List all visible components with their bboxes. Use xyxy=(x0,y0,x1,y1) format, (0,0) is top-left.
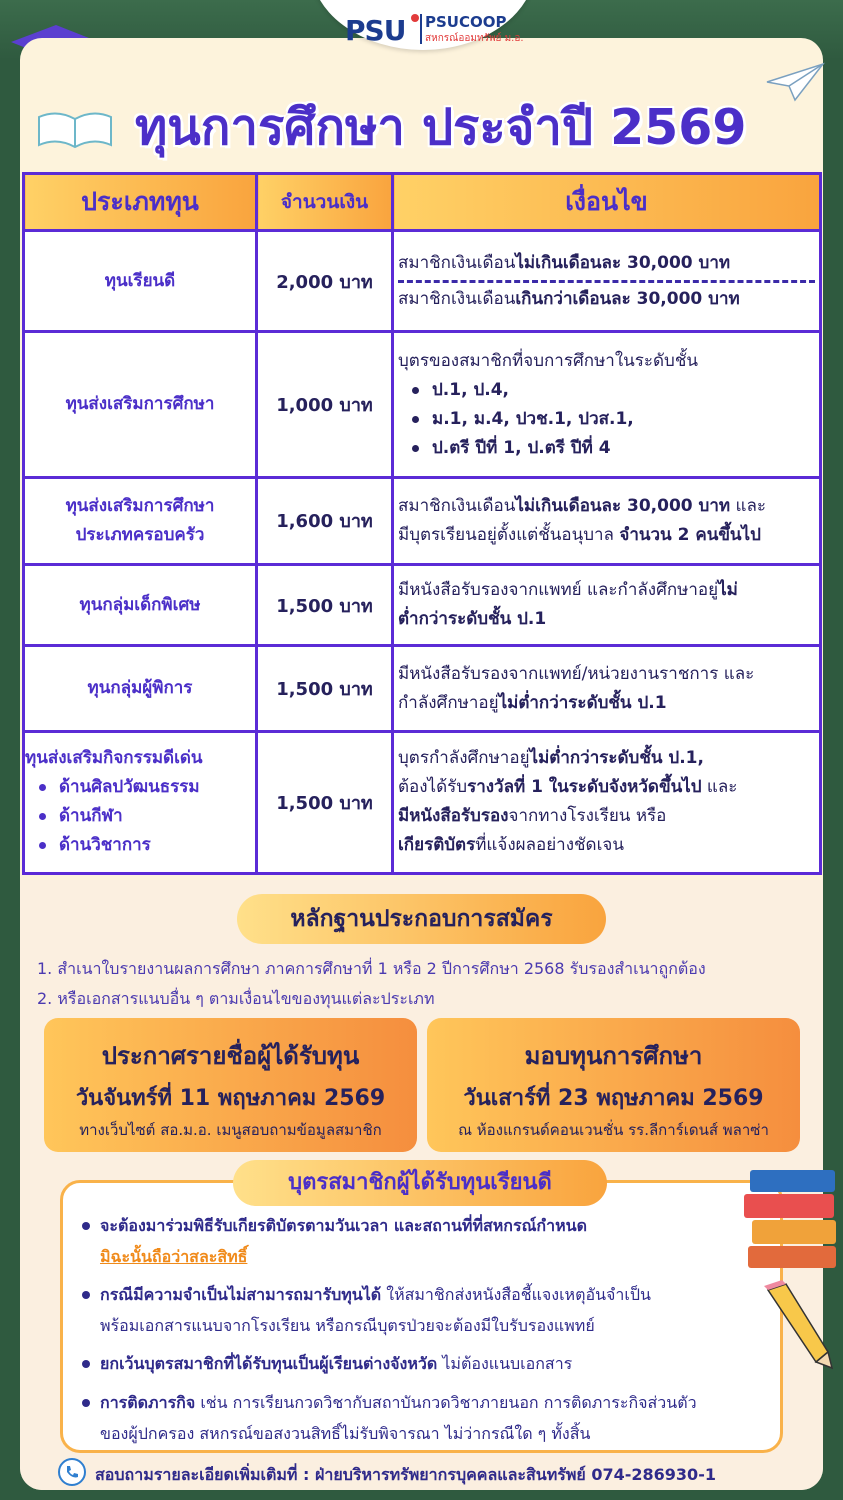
announcement-title: ประกาศรายชื่อผู้ได้รับทุน xyxy=(101,1042,360,1070)
scholarship-type: ทุนกลุ่มผู้พิการ xyxy=(24,646,257,731)
logo-divider xyxy=(420,14,422,44)
table-row xyxy=(24,646,821,731)
psucoop-logo-text: PSUCOOP xyxy=(425,13,507,31)
scholarship-type: ทุนส่งเสริมกิจกรรมดีเด่น ด้านศิลปวัฒนธรรม ด้านกีฬา ด้านวิชาการ xyxy=(24,731,257,873)
stacked-books-icon xyxy=(740,1160,840,1290)
scholarship-table xyxy=(22,172,822,875)
award-box xyxy=(427,1018,800,1152)
notice-item: จะต้องมาร่วมพิธีรับเกียรติบัตรตามวันเวลา และสถานที่ที่สหกรณ์กำหนด มิฉะนั้นถือว่าสละสิทธิ์ xyxy=(80,1210,770,1272)
notice-item: การติดภารกิจ เช่น การเรียนกวดวิชากับสถาบันกวดวิชาภายนอก การติดภาระกิจส่วนตัว ของผู้ปกครอง สหกรณ์ขอสงวนสิทธิ์ไม่รับพิจารณา ไม่ว่ากรณีใด ๆ ทั้งสิ้น xyxy=(80,1387,770,1449)
notice-item: กรณีมีความจำเป็นไม่สามารถมารับทุนได้ ให้สมาชิกส่งหนังสือชี้แจงเหตุอันจำเป็น พร้อมเอกสารแนบจากโรงเรียน หรือกรณีบุตรป่วยจะต้องมีใบรับรองแพทย์ xyxy=(80,1279,770,1341)
pencil-icon xyxy=(758,1280,838,1370)
contact-footer: สอบถามรายละเอียดเพิ่มเติมที่ : ฝ่ายบริหารทรัพยากรบุคคลและสินทรัพย์ 074-286930-1 xyxy=(95,1465,716,1484)
logo-dot xyxy=(411,14,419,22)
award-title: มอบทุนการศึกษา xyxy=(524,1042,703,1070)
award-date: วันเสาร์ที่ 23 พฤษภาคม 2569 xyxy=(463,1086,764,1111)
table-row xyxy=(24,477,821,564)
announcement-date: วันจันทร์ที่ 11 พฤษภาคม 2569 xyxy=(75,1086,386,1111)
open-book-icon xyxy=(35,105,115,150)
header-amount: จำนวนเงิน xyxy=(257,174,393,231)
scholarship-amount: 1,500 บาท xyxy=(257,646,393,731)
scholarship-condition: บุตรของสมาชิกที่จบการศึกษาในระดับชั้น ป.1, ป.4, ม.1, ม.4, ปวช.1, ปวส.1, ป.ตรี ปีที่ 1, ป.ตรี ปีที่ 4 xyxy=(393,332,821,477)
header-type: ประเภททุน xyxy=(24,174,257,231)
evidence-item: 1. สำเนาใบรายงานผลการศึกษา ภาคการศึกษาที่ 1 หรือ 2 ปีการศึกษา 2568 รับรองสำเนาถูกต้อง xyxy=(37,959,706,978)
scholarship-amount: 1,500 บาท xyxy=(257,565,393,646)
list-item: ด้านศิลปวัฒนธรรม xyxy=(25,773,255,802)
evidence-item: 2. หรือเอกสารแนบอื่น ๆ ตามเงื่อนไขของทุนแต่ละประเภท xyxy=(37,989,435,1008)
scholarship-amount: 2,000 บาท xyxy=(257,230,393,332)
table-row xyxy=(24,565,821,646)
table-row xyxy=(24,230,821,332)
notice-item: ยกเว้นบุตรสมาชิกที่ได้รับทุนเป็นผู้เรียนต่างจังหวัด ไม่ต้องแนบเอกสาร xyxy=(80,1348,770,1379)
scholarship-type: ทุนกลุ่มเด็กพิเศษ xyxy=(24,565,257,646)
scholarship-type: ทุนส่งเสริมการศึกษา xyxy=(24,332,257,477)
scholarship-condition: สมาชิกเงินเดือนไม่เกินเดือนละ 30,000 บาท สมาชิกเงินเดือนเกินกว่าเดือนละ 30,000 บาท xyxy=(393,230,821,332)
scholarship-condition: สมาชิกเงินเดือนไม่เกินเดือนละ 30,000 บาท และ มีบุตรเรียนอยู่ตั้งแต่ชั้นอนุบาล จำนวน 2 คนขึ้นไป xyxy=(393,477,821,564)
list-item: ด้านวิชาการ xyxy=(25,831,255,860)
scholarship-condition: บุตรกำลังศึกษาอยู่ไม่ต่ำกว่าระดับชั้น ป.1, ต้องได้รับรางวัลที่ 1 ในระดับจังหวัดขึ้นไป และ มีหนังสือรับรองจากทางโรงเรียน หรือ เกียรติบัตรที่แจ้งผลอย่างชัดเจน xyxy=(393,731,821,873)
psu-logo: PSU xyxy=(345,14,406,47)
scholarship-type: ทุนเรียนดี xyxy=(24,230,257,332)
dashed-divider xyxy=(398,280,815,283)
page-title: ทุนการศึกษา ประจำปี 2569 xyxy=(135,99,747,156)
table-row xyxy=(24,731,821,873)
scholarship-amount: 1,000 บาท xyxy=(257,332,393,477)
logo-subtitle: สหกรณ์ออมทรัพย์ ม.อ. xyxy=(425,33,524,44)
award-venue: ณ ห้องแกรนด์คอนเวนชั่น รร.ลีการ์เดนส์ พลาซ่า xyxy=(458,1121,769,1139)
notice-title: บุตรสมาชิกผู้ได้รับทุนเรียนดี xyxy=(233,1160,607,1206)
list-item: ด้านกีฬา xyxy=(25,802,255,831)
scholarship-amount: 1,600 บาท xyxy=(257,477,393,564)
header-conditions: เงื่อนไข xyxy=(393,174,821,231)
evidence-title: หลักฐานประกอบการสมัคร xyxy=(237,894,606,944)
phone-icon xyxy=(58,1458,86,1486)
scholarship-type: ทุนส่งเสริมการศึกษา ประเภทครอบครัว xyxy=(24,477,257,564)
scholarship-condition: มีหนังสือรับรองจากแพทย์/หน่วยงานราชการ และ กำลังศึกษาอยู่ไม่ต่ำกว่าระดับชั้น ป.1 xyxy=(393,646,821,731)
list-item: ม.1, ม.4, ปวช.1, ปวส.1, xyxy=(398,405,815,434)
scholarship-condition: มีหนังสือรับรองจากแพทย์ และกำลังศึกษาอยู่ไม่ ต่ำกว่าระดับชั้น ป.1 xyxy=(393,565,821,646)
list-item: ป.ตรี ปีที่ 1, ป.ตรี ปีที่ 4 xyxy=(398,434,815,463)
list-item: ป.1, ป.4, xyxy=(398,376,815,405)
announcement-box xyxy=(44,1018,417,1152)
table-row xyxy=(24,332,821,477)
table-header-row xyxy=(24,174,821,231)
scholarship-amount: 1,500 บาท xyxy=(257,731,393,873)
announcement-note: ทางเว็บไซต์ สอ.ม.อ. เมนูสอบถามข้อมูลสมาชิก xyxy=(79,1121,382,1139)
